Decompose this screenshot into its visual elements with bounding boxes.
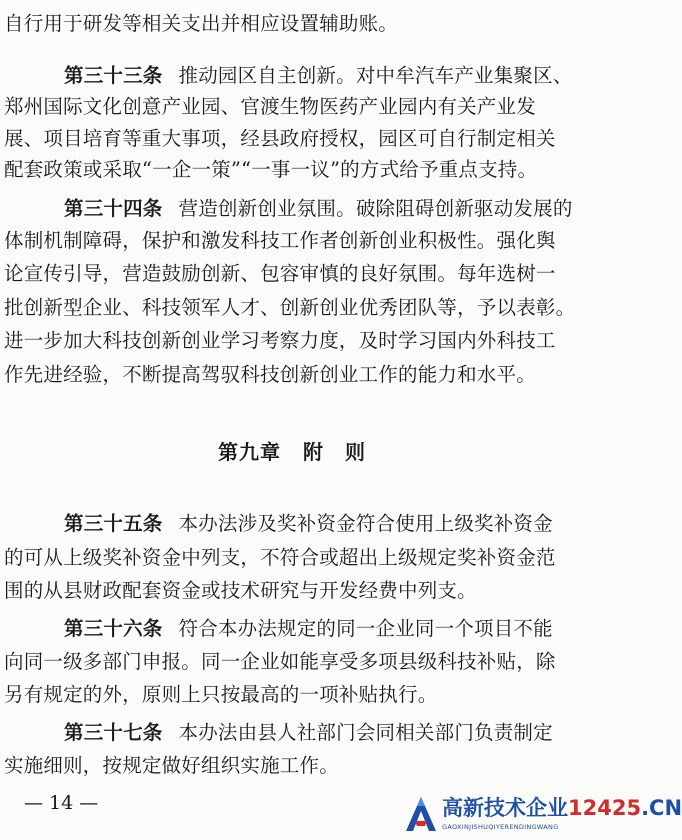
text-line: 进一步加大科技创新创业学习考察力度，及时学习国内外科技工 (4, 329, 556, 352)
text-line: 的可从上级奖补资金中列支，不符合或超出上级规定奖补资金范 (4, 546, 556, 569)
text-line: 配套政策或采取“一企一策”“一事一议”的方式给予重点支持。 (4, 158, 538, 181)
watermark-logo (400, 793, 682, 840)
text-line: 向同一级多部门申报。同一企业如能享受多项县级科技补贴，除 (4, 650, 556, 673)
paragraph-continuation (4, 12, 398, 36)
article-37-line (64, 721, 553, 745)
article-number: 第三十四条 (64, 197, 163, 220)
article-36-line (64, 617, 553, 641)
text-line: 体制机制障碍，保护和激发科技工作者创新创业积极性。强化舆 (4, 229, 556, 252)
text-line: 营造创新创业氛围。破除阻碍创新驱动发展的 (178, 197, 573, 220)
article-number: 第三十三条 (64, 64, 163, 87)
watermark-subtitle: GAOXINJISHUQIYERENDINGWANG (442, 823, 559, 831)
text-line: 自行用于研发等相关支出并相应设置辅助账。 (4, 12, 399, 35)
article-35-line (64, 512, 553, 536)
text-line: 论宣传引导，营造鼓励创新、包容审慎的良好氛围。每年选树一 (4, 262, 556, 285)
article-number: 第三十五条 (64, 512, 163, 535)
site-logo-icon (404, 795, 438, 833)
text-line: 围的从县财政配套资金或技术研究与开发经费中列支。 (4, 579, 477, 602)
article-number: 第三十六条 (64, 617, 163, 640)
text-line: 符合本办法规定的同一企业同一个项目不能 (178, 617, 553, 640)
text-line: 作先进经验，不断提高驾驭科技创新创业工作的能力和水平。 (4, 363, 536, 386)
text-line: 本办法由县人社部门会同相关部门负责制定 (178, 721, 553, 744)
chapter-heading (0, 440, 584, 464)
text-line: 展、项目培育等重大事项，经县政府授权，园区可自行制定相关 (4, 127, 556, 150)
text-line: 批创新型企业、科技领军人才、创新创业优秀团队等，予以表彰。 (4, 296, 576, 319)
article-number: 第三十七条 (64, 721, 163, 744)
text-line: 本办法涉及奖补资金符合使用上级奖补资金 (178, 512, 553, 535)
text-line: 实施细则，按规定做好组织实施工作。 (4, 754, 339, 777)
text-line: 郑州国际文化创意产业园、官渡生物医药产业园内有关产业发 (4, 95, 536, 118)
text-line: 另有规定的外，原则上只按最高的一项补贴执行。 (4, 683, 438, 706)
article-33-line (64, 64, 573, 88)
chapter-number: 第九章 (218, 440, 281, 464)
text-line: 推动园区自主创新。对中牟汽车产业集聚区、 (178, 64, 573, 87)
page-number: — 14 — (24, 792, 99, 814)
chapter-title: 附 则 (303, 440, 366, 464)
article-34-line (64, 197, 573, 221)
watermark-text: 高新技术企业12425.CN (442, 796, 682, 820)
